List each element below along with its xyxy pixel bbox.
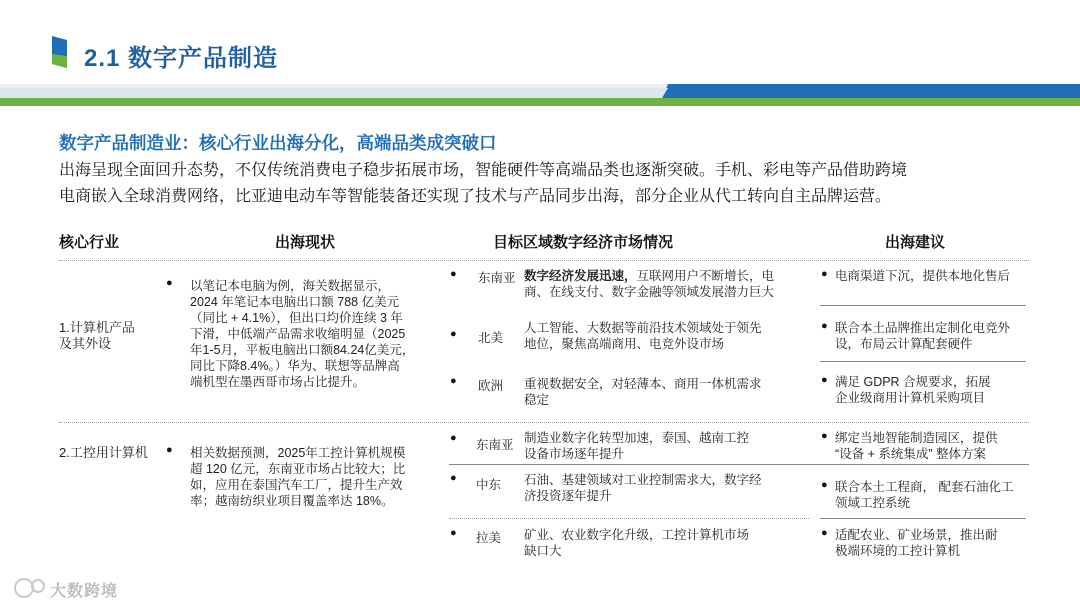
market-line: 济投资逐年提升 (524, 489, 612, 503)
bullet-icon: ● (166, 444, 173, 456)
market-cell (524, 527, 749, 559)
intro-line: 电商嵌入全球消费网络，比亚迪电动车等智能装备还实现了技术与产品同步出海，部分企业从代工转向自主品牌运营。 (59, 188, 892, 205)
market-line: 石油、基建领域对工业控制需求大，数字经 (524, 473, 762, 487)
market-line: 稳定 (524, 393, 550, 407)
market-line: 缺口大 (524, 544, 562, 558)
market-cell (524, 430, 749, 462)
bullet-icon: ● (450, 268, 457, 280)
section-subtitle: 数字产品制造业：核心行业出海分化，高端品类成突破口 (59, 133, 497, 153)
column-header-advice: 出海建议 (885, 234, 946, 251)
brand-logo-text: 大数跨境 (50, 583, 119, 600)
market-line: 重视数据安全，对轻薄本、商用一体机需求 (524, 377, 762, 391)
region-label: 北美 (478, 331, 504, 345)
status-line: 率；越南纺织业项目覆盖率达 18%。 (190, 494, 394, 508)
bullet-icon: ● (450, 432, 457, 444)
status-line: 如，应用在泰国汽车工厂，提升生产效 (190, 478, 403, 492)
region-label: 东南亚 (478, 271, 516, 285)
advice-line: 适配农业、矿业场景，推出耐 (835, 528, 998, 542)
status-line: 下滑，中低端产品需求收缩明显（2025 (190, 327, 406, 341)
advice-cell (835, 320, 1010, 352)
advice-line: 电商渠道下沉，提供本地化售后 (835, 269, 1011, 283)
status-line: 以笔记本电脑为例，海关数据显示， (190, 279, 391, 293)
industry-cell: 2.工控用计算机 (59, 445, 148, 460)
status-line: 2024 年笔记本电脑出口额 788 亿美元 (190, 295, 400, 309)
status-line: 年1-5月，平板电脑出口额84.24亿美元， (190, 343, 415, 357)
market-cell (524, 320, 762, 352)
market-line: 人工智能、大数据等前沿技术领域处于领先 (524, 321, 762, 335)
advice-line: 绑定当地智能制造园区，提供 (835, 431, 998, 445)
market-cell (524, 472, 762, 504)
advice-divider (820, 305, 1026, 306)
header-band (0, 84, 1080, 106)
status-line: 超 120 亿元，东南亚市场占比较大；比 (190, 462, 406, 476)
market-line: 制造业数字化转型加速，泰国、越南工控 (524, 431, 750, 445)
market-line: 地位，聚焦高端商用、电竞外设市场 (524, 337, 725, 351)
status-line: 同比下降8.4%。）华为、联想等品牌高 (190, 359, 400, 373)
region-divider (449, 518, 809, 519)
title-accent-icon (52, 36, 67, 68)
advice-line: 联合本土品牌推出定制化电竞外 (835, 321, 1011, 335)
bullet-icon: ● (450, 527, 457, 539)
advice-cell (835, 527, 998, 559)
region-label: 拉美 (476, 531, 502, 545)
status-line: 相关数据预测，2025年工控计算机规模 (190, 446, 406, 460)
status-line: （同比 + 4.1%），但出口均价连续 3 年 (190, 311, 403, 325)
market-line: 互联网用户不断增长，电 (636, 269, 775, 283)
column-header-status: 出海现状 (275, 234, 336, 251)
bullet-icon: ● (821, 430, 828, 442)
advice-cell (835, 479, 1013, 511)
bullet-icon: ● (450, 375, 457, 387)
bullet-icon: ● (821, 527, 828, 539)
market-line: 矿业、农业数字化升级，工控计算机市场 (524, 528, 750, 542)
column-header-industry: 核心行业 (59, 234, 120, 251)
column-header-market: 目标区域数字经济市场情况 (493, 234, 674, 251)
intro-paragraph (59, 158, 1039, 210)
region-label: 欧洲 (478, 379, 504, 393)
region-divider (449, 464, 1029, 465)
bullet-icon: ● (821, 479, 828, 491)
advice-line: 联合本土工程商， 配套石油化工 (835, 480, 1014, 494)
advice-divider (820, 518, 1026, 519)
advice-cell (835, 268, 1010, 284)
advice-cell (835, 374, 991, 406)
advice-line: “设备 + 系统集成” 整体方案 (835, 447, 987, 461)
header-divider (59, 260, 1029, 261)
row-divider (59, 422, 1029, 423)
page-title: 2.1 数字产品制造 (84, 45, 279, 72)
market-cell (524, 268, 774, 300)
bullet-icon: ● (821, 374, 828, 386)
bullet-icon: ● (450, 328, 457, 340)
status-cell (190, 445, 405, 509)
market-cell (524, 376, 762, 408)
advice-divider (820, 361, 1026, 362)
region-label: 东南亚 (476, 438, 514, 452)
advice-line: 极端环境的工控计算机 (835, 544, 961, 558)
market-highlight: 数字经济发展迅速， (524, 269, 637, 283)
status-cell (190, 278, 414, 390)
advice-line: 领域工控系统 (835, 496, 911, 510)
bullet-icon: ● (821, 268, 828, 280)
industry-cell: 1.计算机产品 及其外设 (59, 320, 135, 351)
advice-line: 满足 GDPR 合规要求，拓展 (835, 375, 991, 389)
region-label: 中东 (476, 478, 502, 492)
advice-cell (835, 430, 998, 462)
bullet-icon: ● (450, 472, 457, 484)
market-line: 设备市场逐年提升 (524, 447, 625, 461)
advice-line: 企业级商用计算机采购项目 (835, 391, 986, 405)
advice-line: 设，布局云计算配套硬件 (835, 337, 973, 351)
intro-line: 出海呈现全面回升态势，不仅传统消费电子稳步拓展市场，智能硬件等高端品类也逐渐突破。手机、彩电等产品借助跨境 (59, 162, 908, 179)
bullet-icon: ● (166, 277, 173, 289)
bullet-icon: ● (821, 320, 828, 332)
status-line: 端机型在墨西哥市场占比提升。 (190, 375, 366, 389)
market-line: 商、在线支付、数字金融等领域发展潜力巨大 (524, 285, 775, 299)
